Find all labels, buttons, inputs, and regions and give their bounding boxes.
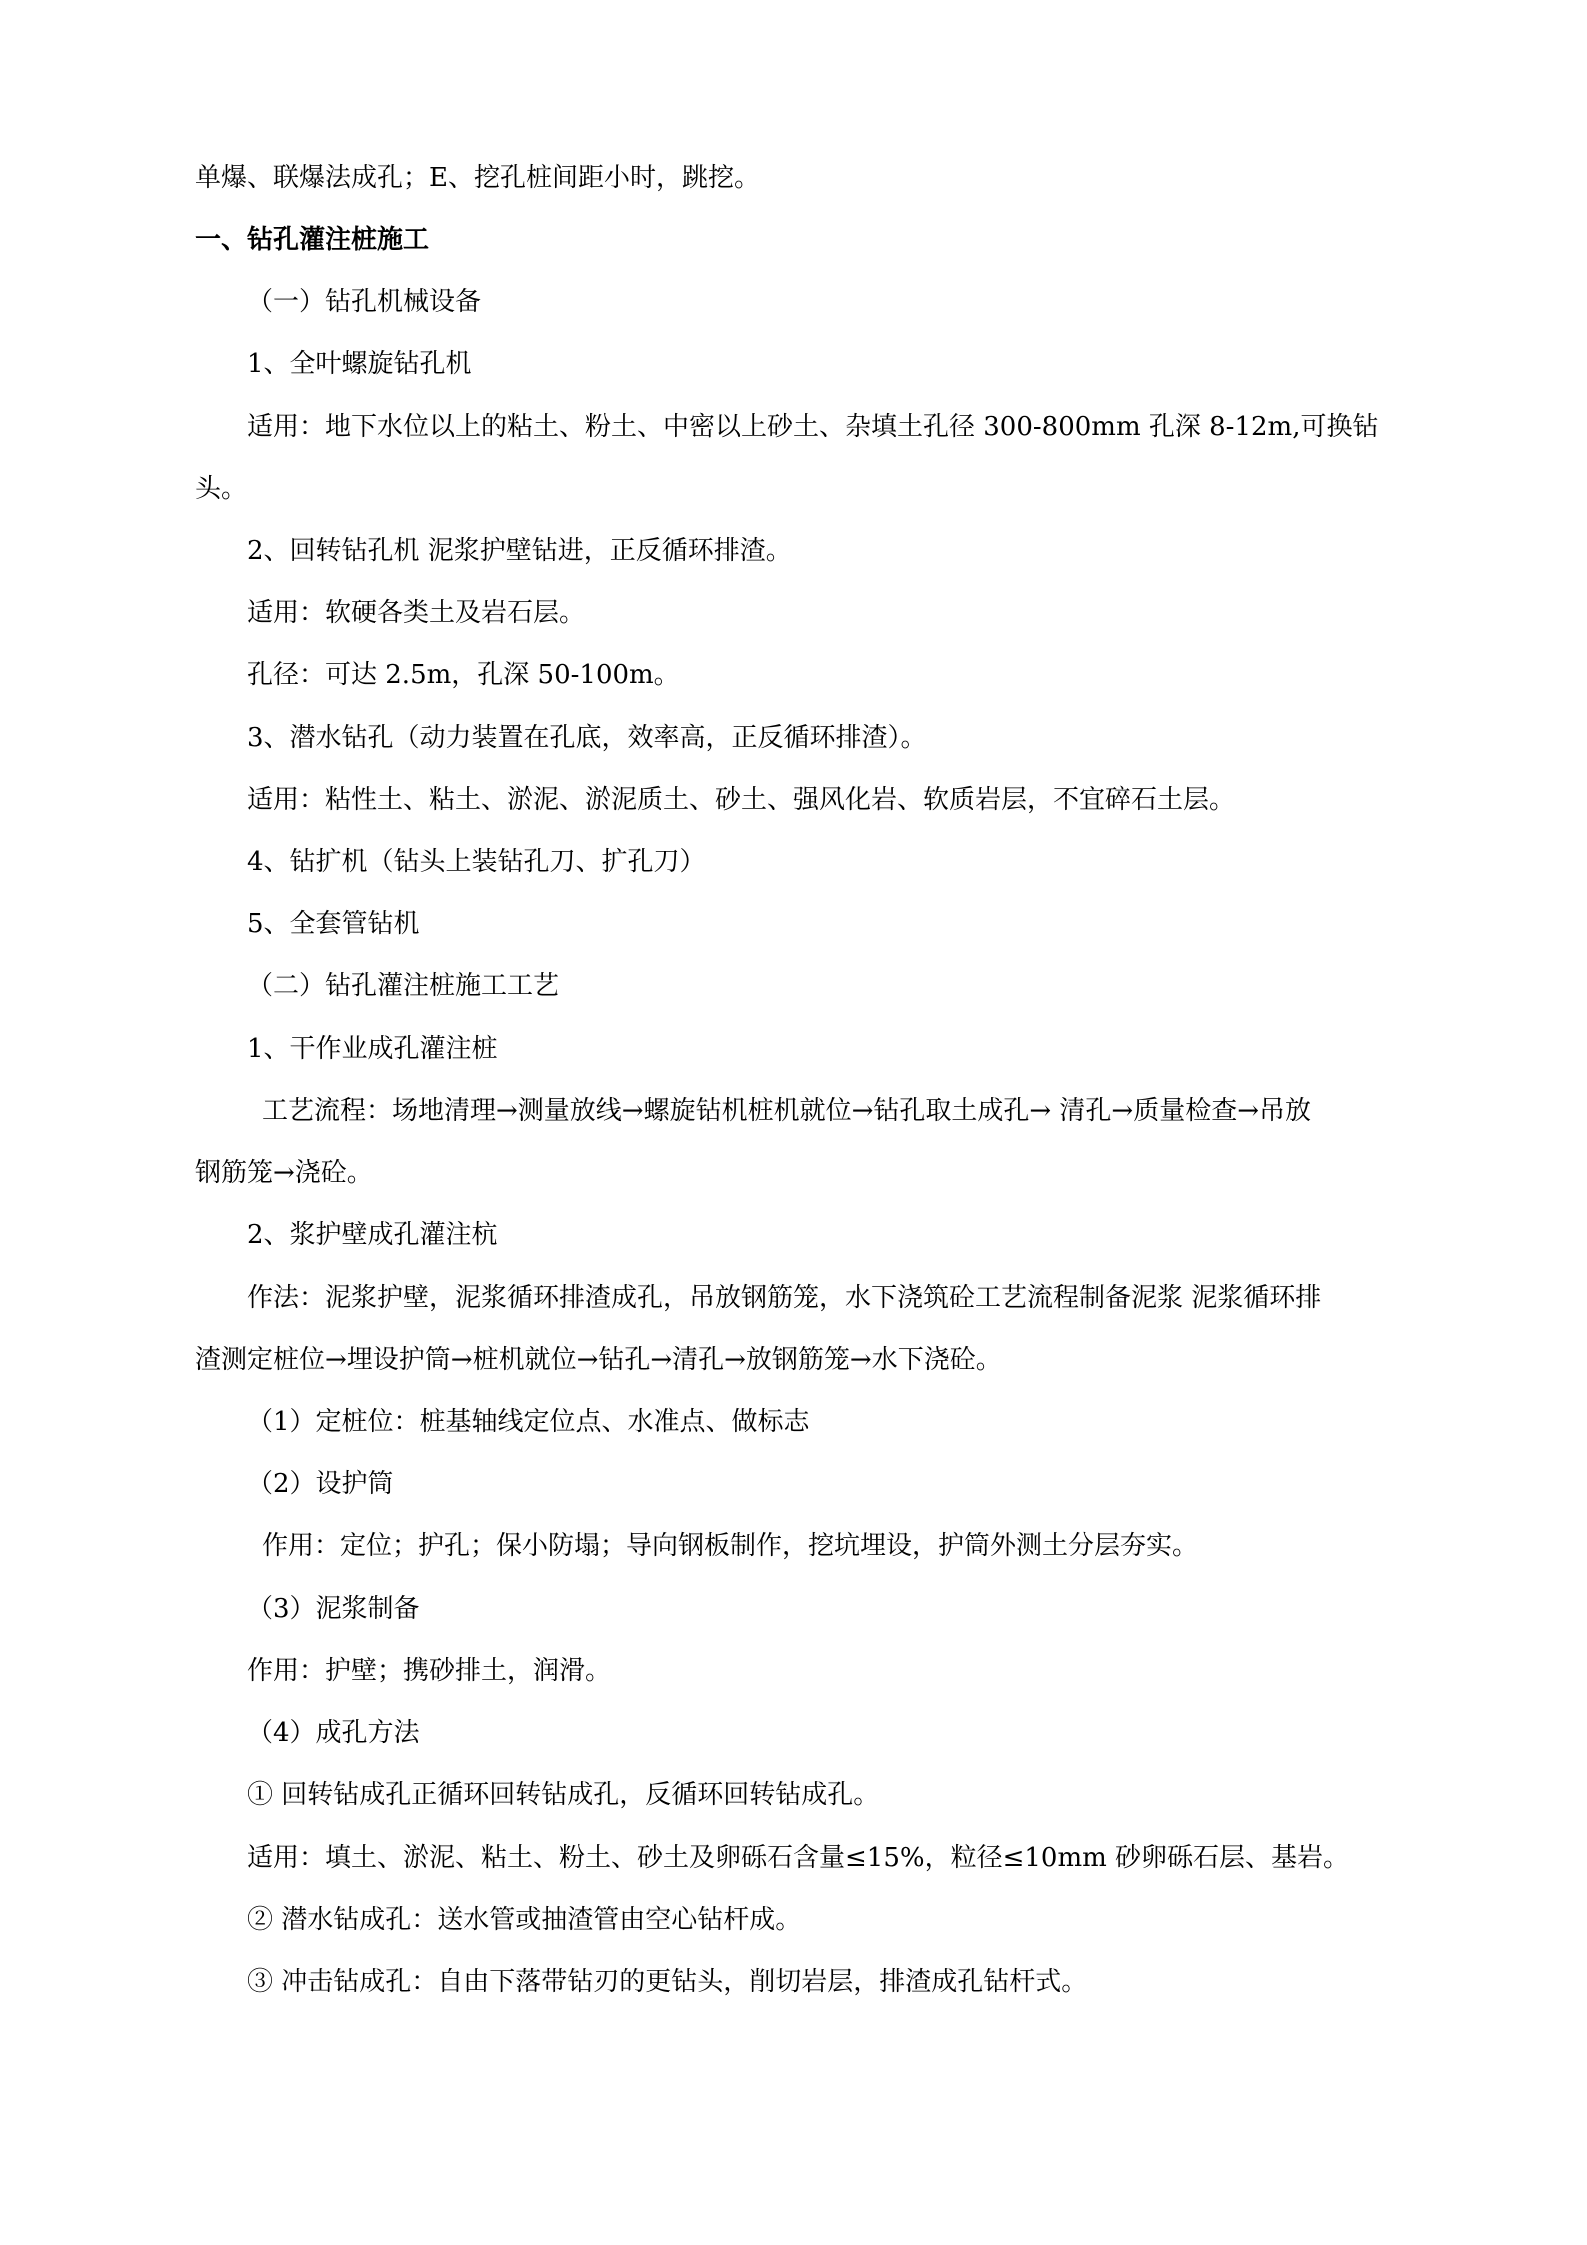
list-item: （2）设护筒	[247, 1469, 394, 1499]
list-item: （3）泥浆制备	[247, 1594, 420, 1624]
paragraph-line: 作用：定位；护孔；保小防塌；导向钢板制作，挖坑埋设，护筒外测土分层夯实。	[262, 1531, 1199, 1561]
paragraph-line: 头。	[195, 474, 248, 504]
item-heading: 1、干作业成孔灌注桩	[247, 1034, 498, 1064]
paragraph-line: 渣测定桩位→埋设护筒→桩机就位→钻孔→清孔→放钢筋笼→水下浇砼。	[195, 1345, 1002, 1375]
list-item: ③ 冲击钻成孔：自由下落带钻刃的更钻头，削切岩层，排渣成孔钻杆式。	[247, 1967, 1088, 1997]
item-heading: 2、回转钻孔机 泥浆护壁钻进，正反循环排渣。	[247, 536, 792, 566]
item-heading: 1、全叶螺旋钻孔机	[247, 349, 472, 379]
list-item: ② 潜水钻成孔：送水管或抽渣管由空心钻杆成。	[247, 1905, 802, 1935]
paragraph-line: 单爆、联爆法成孔；E、挖孔桩间距小时，跳挖。	[195, 163, 760, 193]
paragraph-line: 钢筋笼→浇砼。	[195, 1158, 373, 1188]
paragraph-line: 工艺流程：场地清理→测量放线→螺旋钻机桩机就位→钻孔取土成孔→ 清孔→质量检查→吊放	[262, 1096, 1311, 1126]
item-heading: 4、钻扩机（钻头上装钻孔刀、扩孔刀）	[247, 847, 706, 877]
paragraph-line: 作用：护壁；携砂排土，润滑。	[247, 1656, 612, 1686]
paragraph-line: 适用：软硬各类土及岩石层。	[247, 598, 586, 628]
list-item: （1）定桩位：桩基轴线定位点、水准点、做标志	[247, 1407, 810, 1437]
item-heading: 5、全套管钻机	[247, 909, 420, 939]
list-item: （4）成孔方法	[247, 1718, 420, 1748]
paragraph-line: 孔径：可达 2.5m，孔深 50-100m。	[247, 660, 680, 690]
paragraph-line: 作法：泥浆护壁，泥浆循环排渣成孔，吊放钢筋笼，水下浇筑砼工艺流程制备泥浆 泥浆循环排	[247, 1283, 1322, 1313]
item-heading: 3、潜水钻孔（动力装置在孔底，效率高，正反循环排渣）。	[247, 723, 927, 753]
subsection-heading: （二）钻孔灌注桩施工工艺	[247, 971, 560, 1001]
item-heading: 2、浆护壁成孔灌注杭	[247, 1220, 498, 1250]
paragraph-line: 适用：填土、淤泥、粘土、粉土、砂土及卵砾石含量≤15%，粒径≤10mm 砂卵砾石层、基岩。	[247, 1843, 1350, 1873]
paragraph-line: 适用：地下水位以上的粘土、粉土、中密以上砂土、杂填土孔径 300-800mm 孔深 8-12m,可换钻	[247, 412, 1379, 442]
section-heading: 一、钻孔灌注桩施工	[195, 225, 430, 255]
list-item: ① 回转钻成孔正循环回转钻成孔，反循环回转钻成孔。	[247, 1780, 880, 1810]
subsection-heading: （一）钻孔机械设备	[247, 287, 482, 317]
paragraph-line: 适用：粘性土、粘土、淤泥、淤泥质土、砂土、强风化岩、软质岩层，不宜碎石土层。	[247, 785, 1236, 815]
